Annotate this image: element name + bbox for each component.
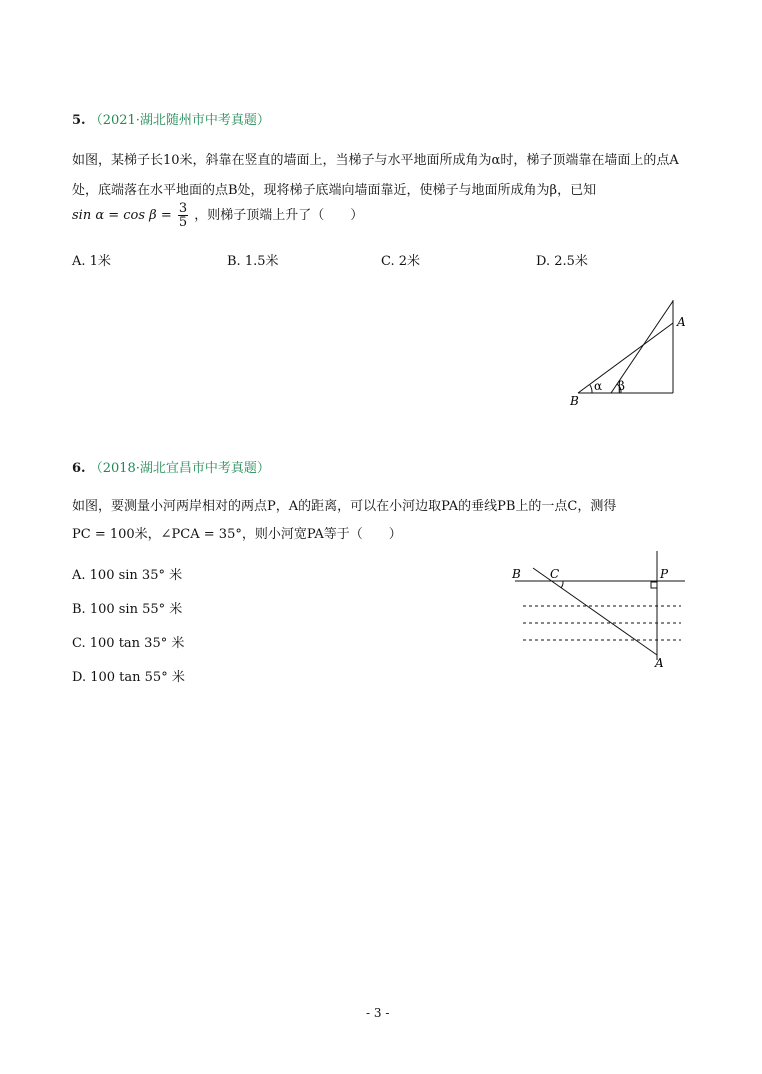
right-angle-mark [651, 582, 657, 588]
question-5-header [72, 109, 270, 128]
label-b: B [512, 567, 521, 581]
question-6-line-2: PC = 100米，∠PCA = 35°，则小河宽PA等于（ ） [72, 527, 402, 542]
question-6-option-c: C. 100 tan 35° 米 [72, 636, 185, 651]
fraction-numerator: 3 [178, 201, 188, 216]
label-b: B [570, 394, 579, 408]
question-5-option-c: C. 2米 [381, 254, 421, 269]
label-a: A [677, 315, 686, 329]
ladder-line-alpha [578, 323, 673, 393]
question-5-line-2: 处，底端落在水平地面的点B处，现将梯子底端向墙面靠近，使梯子与地面所成角为β，已知 [72, 183, 597, 198]
label-p: P [660, 567, 669, 581]
question-5-option-a: A. 1米 [72, 254, 111, 269]
question-6-header [72, 457, 270, 476]
question-6-option-a: A. 100 sin 35° 米 [72, 568, 183, 583]
fraction-denominator: 5 [178, 215, 188, 230]
label-beta: β [618, 379, 625, 393]
river-figure [505, 548, 690, 673]
question-5-line-1: 如图，某梯子长10米，斜靠在竖直的墙面上，当梯子与水平地面所成角为α时，梯子顶端靠在墙面上的点A [72, 153, 679, 168]
alpha-arc [590, 385, 592, 393]
question-5-line-3-suffix: ，则梯子顶端上升了（ ） [194, 208, 364, 223]
question-5-option-d: D. 2.5米 [536, 254, 588, 269]
question-5-line-3 [72, 202, 363, 229]
question-6-source: （2018·湖北宜昌市中考真题） [89, 461, 270, 476]
question-6-option-d: D. 100 tan 55° 米 [72, 670, 185, 685]
question-5-equation: sin α = cos β = [72, 208, 172, 223]
question-5-fraction [178, 202, 188, 229]
ladder-figure [560, 295, 690, 410]
question-6-number: 6. [72, 461, 86, 476]
question-5-source: （2021·湖北随州市中考真题） [89, 113, 270, 128]
question-5-option-b: B. 1.5米 [227, 254, 279, 269]
question-5-number: 5. [72, 113, 86, 128]
label-c: C [550, 567, 560, 581]
label-alpha: α [594, 379, 603, 393]
label-a: A [655, 656, 664, 670]
question-6-option-b: B. 100 sin 55° 米 [72, 602, 183, 617]
question-6-line-1: 如图，要测量小河两岸相对的两点P，A的距离，可以在小河边取PA的垂线PB上的一点C，测得 [72, 499, 617, 514]
angle-35-arc [561, 581, 563, 588]
page-number: - 3 - [366, 1006, 390, 1020]
